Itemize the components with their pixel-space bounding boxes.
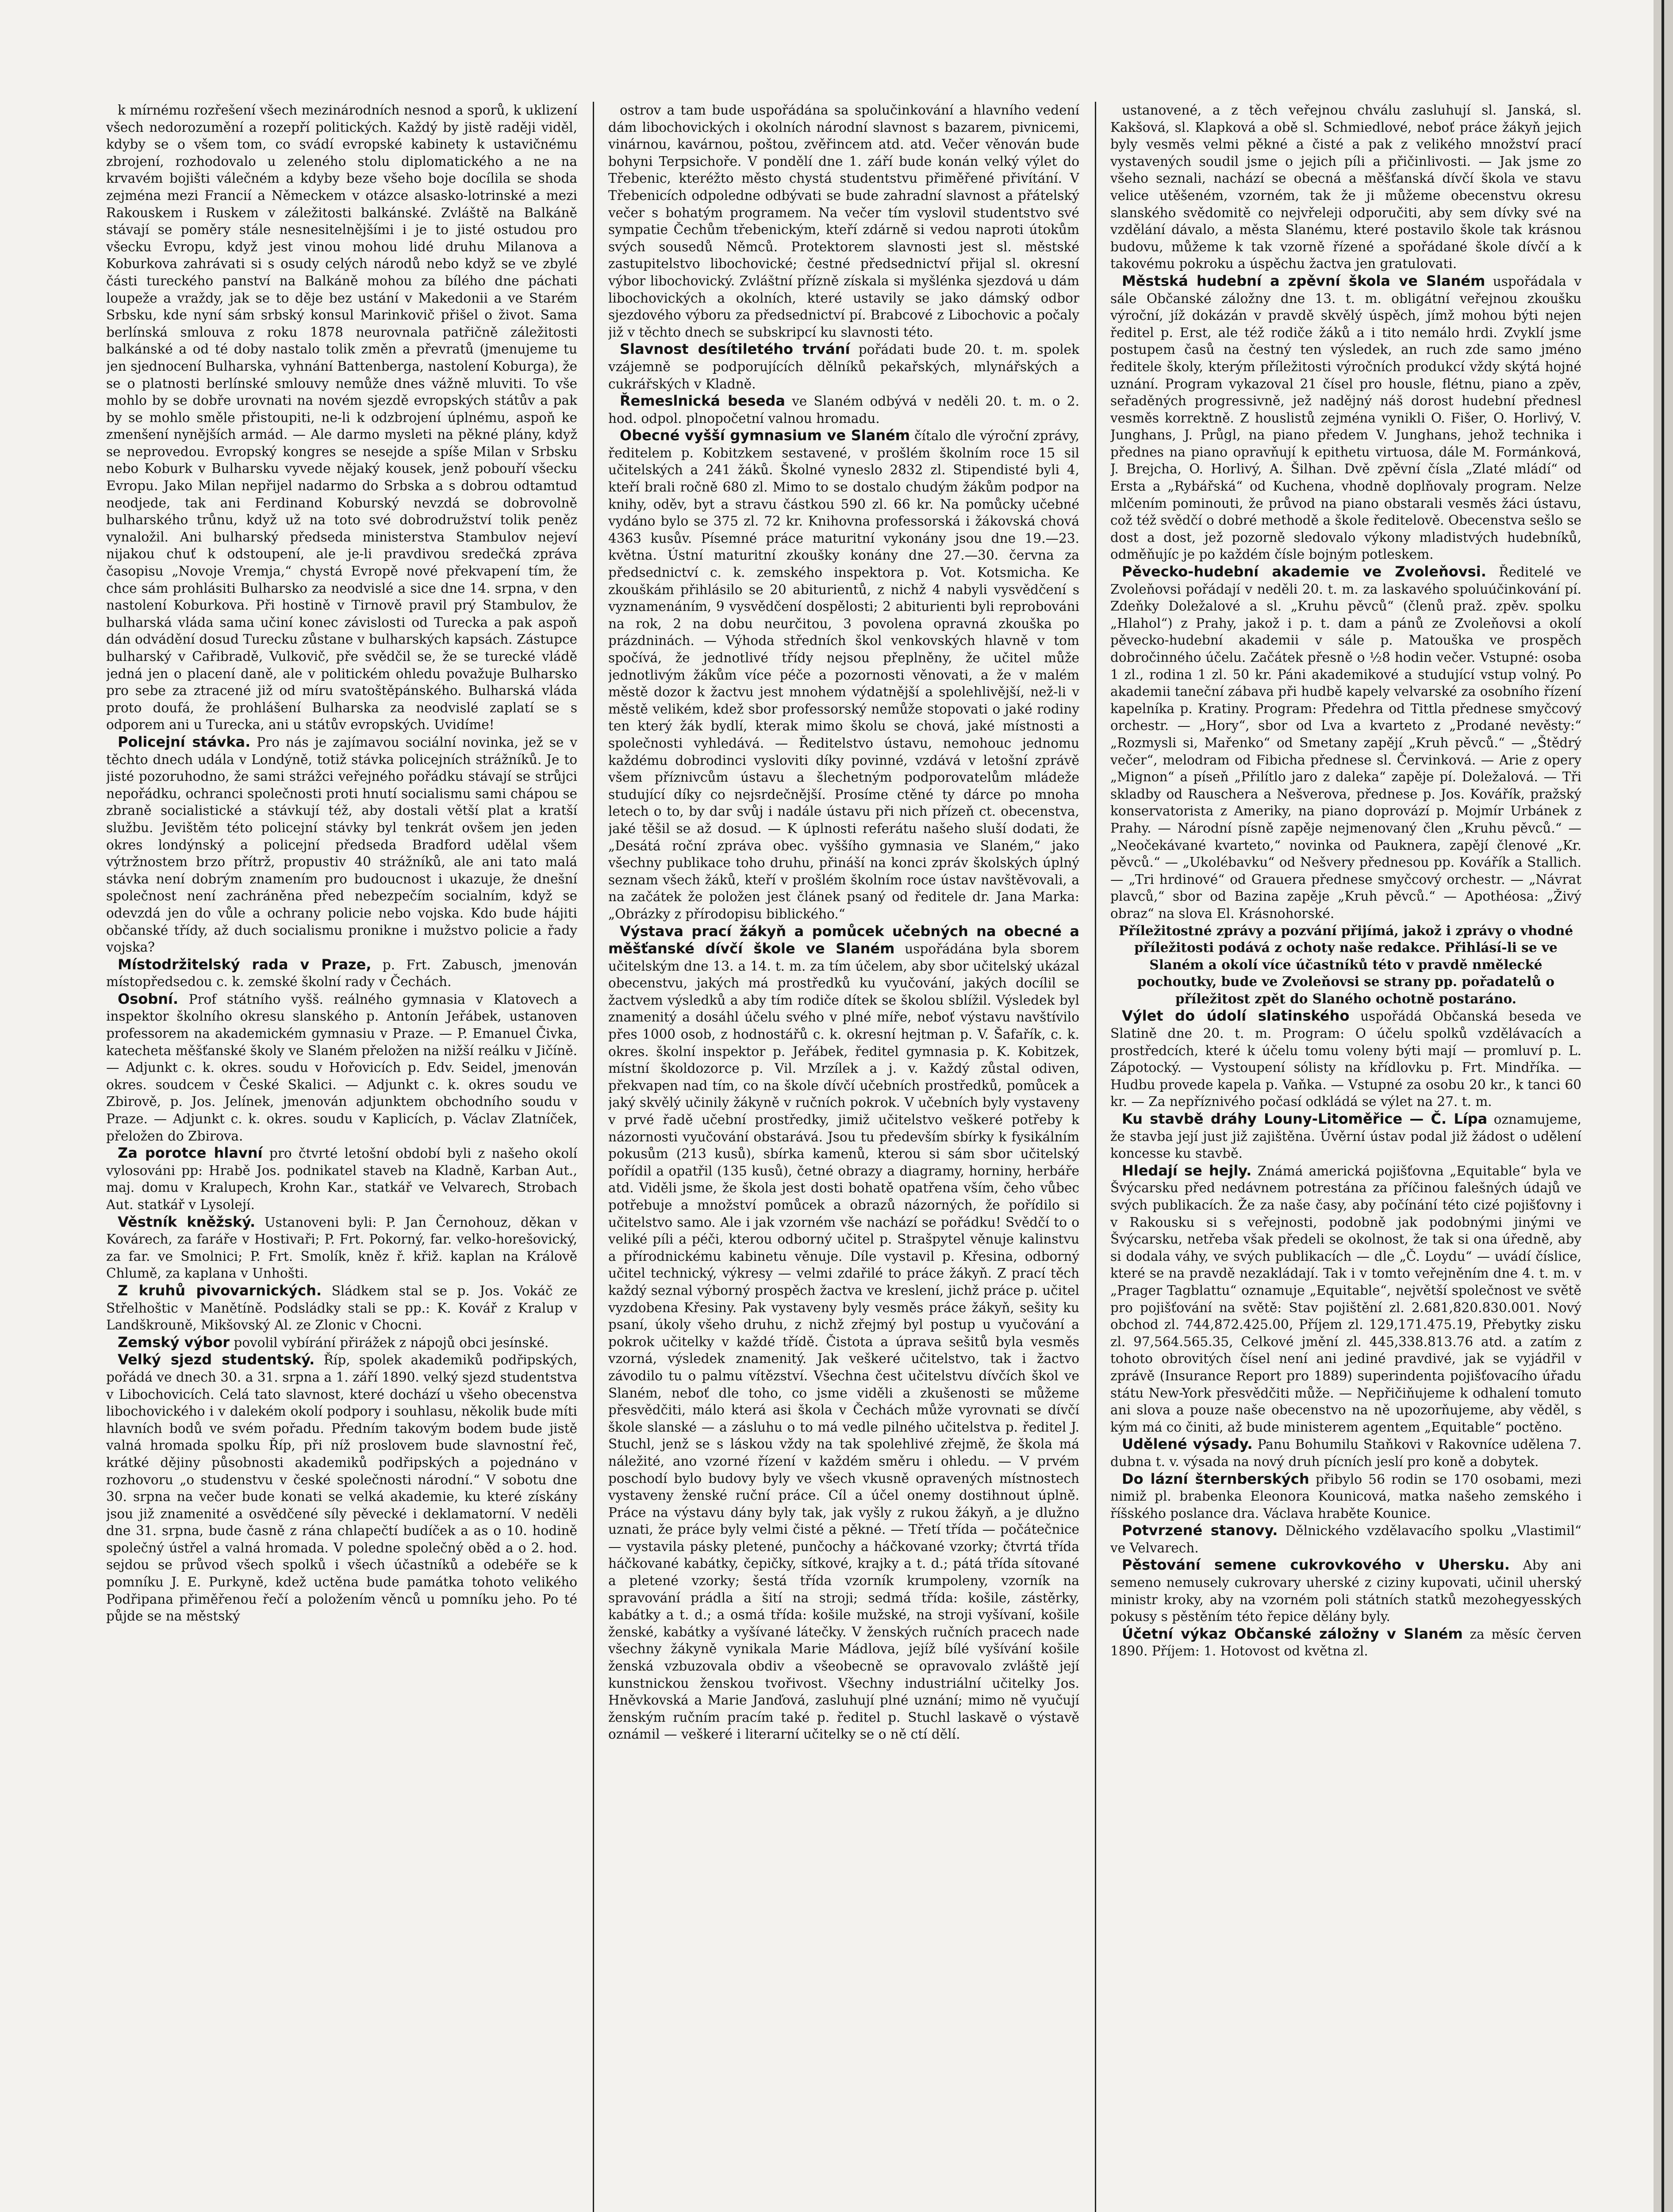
article-heading: Slavnost desítiletého trvání	[620, 341, 850, 358]
column-right	[1110, 102, 1581, 2212]
column-divider	[1095, 102, 1096, 2212]
article	[106, 1214, 577, 1282]
article-text: pro čtvrté letošní období byli z našeho okolí vylosováni pp: Hrabě Jos. podnikatel staveb na Kladně, Karban Aut., maj. domu v Kralupech, Krohn Kar., statkář ve Velvarech, Strobach Aut. statkář v Lysolejí.	[106, 1146, 577, 1212]
article-text: Sládkem stal se p. Jos. Vokáč ze Střelhoštic v Manětíně. Podsládky stali se pp.: K. Kovář z Kralup v Landškrouně, Mikšovský Al. ze Zlonic v Chocni.	[106, 1283, 577, 1333]
article-heading: Udělené výsady.	[1122, 1436, 1253, 1453]
article	[608, 392, 1079, 427]
article-heading: Z kruhů pivovarnických.	[118, 1282, 322, 1299]
article-text: Panu Bohumilu Staňkovi v Rakovníce udělena 7. dubna t. v. výsada na nový druh pícních jeslí pro koně a dobytek.	[1110, 1437, 1581, 1469]
article-text: přibylo 56 rodin se 170 osobami, mezi nimiž pl. brabenka Eleonora Kounicová, matka našeho zemského i říšského poslance dra. Václava hraběte Kounice.	[1110, 1471, 1581, 1521]
column-middle	[608, 102, 1079, 2212]
article	[608, 341, 1079, 392]
newspaper-page	[106, 102, 1623, 2212]
article-text: Prof státního vyšš. reálného gymnasia v Klatovech a inspektor školního okresu slanského p. Antonín Jeřábek, ustanoven professorem na akademickém gymnasiu v Praze. — P. Emanuel Čivka, katecheta měšťanské školy ve Slaném přeložen na nižší reálku v Jičíně. — Adjunkt c. k. okres. soudu v Hořovicích p. Edv. Seidel, jmenován okres. soudcem v České Skalici. — Adjunkt c. k. okres soudu ve Zbirově, p. Jos. Jelínek, jmenován adjunktem obchodního soudu v Praze. — Adjunkt c. k. okres. soudu v Kaplicích, p. Václav Zlatníček, přeložen do Zbirova.	[106, 991, 577, 1144]
article	[1110, 1162, 1581, 1436]
article-text: p. Frt. Zabusch, jmenován místopředsedou c. k. zemské školní rady v Čechách.	[106, 957, 577, 990]
article	[106, 1334, 577, 1352]
article-text: Známá americká pojišťovna „Equitable“ byla ve Švýcarsku před nedávnem potrestána za příčinou falešných údajů ve svých publikacích. Že za naše časy, aby počínání této cizé pojišťovny i v Rakousku si s veřejnosti, podobně jak podobnými jinými ve Švýcarsku, netřeba však předeli se okolnost, že tak si ona úředně, aby si dodala váhy, ve svých publikacích — dle „Č. Loydu“ — uvádí číslice, které se na pravdě nezakládají. Tak i v tomto veřejněním dne 4. t. m. v „Prager Tagblattu“ oznamuje „Equitable“, největší společnost ve světě pro pojišťování na světě: Stav pojištění zl. 2.681,820.830.001. Nový obchod zl. 744,872.425.00, Příjem zl. 129,171.475.19, Přebytky zisku zl. 97,564.565.35, Celkové jmění zl. 445,338.813.76 atd. a zatím z tohoto obrovitých čísel není ani jediné pravdivé, jak se vyjádřil v zprávě (Insurance Report pro 1889) superindenta pojišťovacího úřadu státu New-York přesvědčiti může. — Nepřičiňujeme k odhalení tomuto ani slova a pouze naše obecenstvo na ně upozorňujeme, aby věděl, s kým má co činiti, až bude ministerem agentem „Equitable“ poctěno.	[1110, 1163, 1581, 1435]
article-text: Ředitelé ve Zvoleňovsi pořádají v neděli 20. t. m. za laskavého spoluúčinkování pí. Zdeňky Doležalové a sl. „Kruhu pěvců“ (členů praž. zpěv. spolku „Hlahol“) z Prahy, jakož i p. t. dam a pánů ze Zvoleňovsi a okolí pěvecko-hudební akademii v sále p. Matouška ve prospěch dobročinného účelu. Začátek přesně o ½8 hodin večer. Vstupné: osoba 1 zl., rodina 1 zl. 50 kr. Páni akademikové a studující vstup volný. Po akademii taneční zábava při hudbě kapely velvarské za osobního řízení kapelníka p. Kratiny. Program: Předehra od Tittla přednese smyčcový orchestr. — „Hory“, sbor od Lva a kvarteto z „Prodané nevěsty:“ „Rozmysli si, Mařenko“ od Smetany zapějí „Kruh pěvců.“ — „Štědrý večer“, melodram od Fibicha přednese sl. Červinková. — Arie z opery „Mignon“ a píseň „Přilítlo jaro z daleka“ zapěje pí. Doležalová. — Tři skladby od Rauschera a Nešverova, přednese p. Jos. Kovářík, pražský konservatorista z Ameriky, na piano doprovází p. Mojmír Urbánek z Prahy. — Národní písně zapěje nejmenovaný člen „Kruhu pěvců.“ — „Neočekávané kvarteto,“ novinka od Pauknera, zapějí členové „Kr. pěvců.“ — „Ukolébavku“ od Nešvery přednesou pp. Kovářík a Stallich. — „Tri hrdinové“ od Grauera přednese smyčcový orchestr. — „Návrat plavců,“ sbor od Bazina zapěje „Kruh pěvců.“ — Apothéosa: „Živý obraz“ na slova El. Krásnohorské.	[1110, 565, 1581, 921]
article	[1110, 922, 1581, 1008]
article-text: uspořádá Občanská beseda ve Slatině dne 20. t. m. Program: O účelu spolků vzdělávacích a prostředcích, které k účelu tomu voleny býti mají — promluví p. L. Zápotocký. — Vystoupení sólisty na křídlovku p. Frt. Mindříka. — Hudbu provede kapela p. Vaňka. — Vstupné za osobu 20 kr., k tanci 60 kr. — Za nepříznivého počasí odkládá se výlet na 27. t. m.	[1110, 1009, 1581, 1110]
article-heading: Osobní.	[118, 990, 179, 1007]
article	[106, 1144, 577, 1213]
article	[106, 733, 577, 956]
article-heading: Pěstování semene cukrovkového v Uhersku.	[1122, 1556, 1510, 1574]
article-text: k mírnému rozřešení všech mezinárodních nesnod a sporů, k uklizení všech nedorozumění a rozepří politických. Každý by jistě raději viděl, kdyby se o všem tom, co svádí evropské kabinety k ustavičnému zbrojení, rozhodovalo u zeleného stolu diplomatického a ne na krvavém bojišti válečném a kdyby beze všeho boje docílila se shoda zejména mezi Francií a Německem v otázce alsasko-lotrinské a mezi Rakouskem i Ruskem v záležitosti balkánské. Zvláště na Balkáně stávají se poměry stále nesnesitelnějšími i je to jisté ostudou pro všecku Evropu, když jest vinou mohou lidé druhu Milanova a Koburkova zahrávati si s osudy celých národů nebo když se ve zbylé části tureckého panství na Balkáně mohou za bílého dne páchati loupeže a vraždy, jak se to děje bez ustání v Makedonii a ve Starém Srbsku, kde nyní sám srbský konsul Marinkovič přišel o život. Sama berlínská smlouva z roku 1878 neurovnala patřičně záležitosti balkánské a od té doby nastalo tolik změn a převratů (jmenujeme tu jen sjednocení Bulharska, vyhnání Battenberga, nastolení Koburga), že se o platnosti berlínské smlouvy nemůže dnes vážně mluviti. To vše mohlo by se dobře urovnati na novém sjezdě evropských státův a pak by se mohlo směle přistoupiti, ne-li k odzbrojení úplnému, aspoň ke zmenšení nynějších armád. — Ale darmo mysleti na pěkné plány, když se neprovedou. Evropský kongres se nesejde a spíše Milan v Srbsku nebo Koburk v Bulharsku vyvede nějaký kousek, jenž pobouří všecku Evropu. Jako Milan nepřijel nadarmo do Srbska a s dobrou odtamtud neodjede, tak ani Ferdinand Koburský nevzdá se dobrovolně bulharského trůnu, když už na toto své dobrodružství tolik peněz vynaložil. Ani bulharský předseda ministerstva Stambulov nejeví nijakou chuť k odstoupení, ale je-li pravdivou sredečká zpráva časopisu „Novoje Vremja,“ chystá Evropě nové překvapení tím, že chce sám prohlásiti Bulharsko za neodvislé a sice dne 14. srpna, v den nastolení Koburkova. Při hostině v Tirnově pravil prý Stambulov, že bulharská vláda sama učiní konec závislosti od Turecka a pak aspoň dán odvádění dosud Turecku zůstane v bulharských kapsách. Zástupce bulharský v Cařibradě, Vulkovič, pře svědčil se, že se turecké vládě jedná jen o placení daně, ale v politickém ohledu považuje Bulharsko pro sebe za ztracené již od míru svatoštěpánského. Bulharská vláda proto doufá, že prohlášení Bulharska za neodvislé zaplatí se s odporem ani u Turecka, ani u státův evropských. Uvidíme!	[106, 103, 577, 733]
article	[1110, 1625, 1581, 1660]
article-heading: Do lázní šternberských	[1122, 1470, 1309, 1487]
article-heading: Věstník kněžský.	[118, 1213, 256, 1230]
column-left	[106, 102, 577, 2212]
article	[608, 923, 1079, 1743]
article	[106, 1351, 577, 1625]
article-heading: Zemský výbor	[118, 1333, 230, 1351]
article-text: povolil vybírání přirážek z nápojů obci jesínské.	[234, 1335, 549, 1350]
article	[106, 956, 577, 991]
article-text: za měsíc červen 1890. Příjem: 1. Hotovost od května zl.	[1110, 1626, 1581, 1659]
article-heading: Ku stavbě dráhy Louny-Litoměřice — Č. Lípa	[1122, 1110, 1488, 1128]
article	[1110, 273, 1581, 563]
article-heading: Výlet do údolí slatinského	[1122, 1007, 1350, 1025]
article-text: ustanovené, a z těch veřejnou chválu zasluhují sl. Janská, sl. Kakšová, sl. Klapková a obě sl. Schmiedlové, neboť práce žákyň jejich byly vesměs velmi pěkné a čisté a pak z velikého množství prací vystavených soudil jsme o jejich píli a přičinlivosti. — Jak jsme zo všeho seznali, nachází se obecná a měšťanská dívčí škola ve stavu velice utěšeném, vzorném, tak že ji můžeme obecenstvu okresu slanského svědomitě co nejvřeleji odporučiti, aby sem dívky své na vzdělání dávalo, a města Slanému, které postavilo škole tak krásnou budovu, můžeme k tak vzorně řízené a spořádané škole dívčí a k takovému pokroku a úspěchu žactva jen gratulovati.	[1110, 103, 1581, 272]
article-text: Příležitostné zprávy a pozvání přijímá, jakož i zprávy o vhodné příležitosti podává z ochoty naše redakce. Přihlásí-li se ve Slaném a okolí více účastníků této v pravdě nmělecké pochoutky, bude ve Zvoleňovsi se strany pp. pořadatelů o příležitost zpět do Slaného ochotně postaráno.	[1118, 922, 1573, 1006]
article-text: Ustanoveni byli: P. Jan Černohouz, děkan v Kovárech, za faráře v Hostivaři; P. Frt. Pokorný, far. velko-horešovický, za far. ve Smolnici; P. Frt. Smolík, kněz ř. křiž. kaplan na Králově Chlumě, za kaplana v Unhošti.	[106, 1214, 577, 1281]
article-text: čítalo dle výroční zprávy, ředitelem p. Kobitzkem sestavené, v prošlém školním roce 15 sil učitelských a 241 žáků. Školné vyneslo 2832 zl. Stipendisté byli 4, kteří brali ročně 680 zl. Mimo to se dostalo chudým žákům podpor na knihy, oděv, byt a stravu částkou 590 zl. 66 kr. Na pomůcky učebné vydáno bylo se 375 zl. 72 kr. Knihovna professorská i žákovská chová 4363 kusův. Písemné práce maturitní vykonány jsou dne 19.—23. května. Ústní maturitní zkoušky konány dne 27.—30. června za předsednictví c. k. zemského inspektora p. Vot. Kotsmicha. Ke zkouškám přihlásilo se 20 abiturientů, z nichž 4 nabyli vysvědčení s vyznamenáním, 9 vysvědčení dospělosti; 2 abiturienti byli reprobováni na rok, 2 na dobu neurčitou, 3 povolena opravná zkouška po prázdninách. — Výhoda středních škol venkovských hlavně v tom spočívá, že jednotlivé třídy nejsou přeplněny, že učitel může jednotlivým žákům více péče a pozornosti věnovati, a že v malém městě dozor k žactvu jest mnohem výdatnější a spolehlivější, než-li v městě velikém, kdež sbor professorský nemůže stopovati o jaké rodiny ten který žák bydlí, kterak mimo školu se chová, jaké místnosti a společnosti vyhledává. — Ředitelstvo ústavu, nemohouc jednomu každému dobrodinci vysloviti díky povinné, vzdává v letošní zprávě všem příznivcům ústavu a šlechetným podporovatelům mládeže studující díky co nejsrdečnější. Prosíme ctěné ty dárce po mnoha letech o to, by dar svůj i nadále ústavu při nich přízeň ct. obecenstva, jaké těšil se až dosud. — K úplnosti referátu našeho sluší dodati, že „Desátá roční zpráva obec. vyššího gymnasia ve Slaném,“ jako všechny publikace toho druhu, přináší na konci zpráv školských úplný seznam všech žáků, kteří v prošlém školním roce ústav navštěvovali, a na začátek že položen jest článek psaný od ředitele dr. Jana Marka: „Obrázky z přírodopisu biblického.“	[608, 428, 1079, 922]
article	[1110, 1522, 1581, 1556]
article	[106, 102, 577, 733]
article-text: pořádati bude 20. t. m. spolek vzájemně se podporujících dělníků pekařských, mlynářských a cukrářských v Kladně.	[608, 342, 1079, 392]
column-divider	[593, 102, 594, 2212]
article-heading: Městská hudební a zpěvní škola ve Slaném	[1122, 272, 1485, 289]
article-heading: Za porotce hlavní	[118, 1144, 263, 1162]
article-text: uspořádána byla sborem učitelským dne 13. a 14. t. m. za tím účelem, aby sbor učitelský ukázal obecenstvu, jakých má prostředků ku vyučování, jakých docílil se žactvem výsledků a aby tím rodiče dítek se školou sblížil. Výsledek byl znamenitý a dosáhl účelu svého v plné míře, neboť výstavu navštívilo přes 1000 osob, z hodnostářů c. k. okresní hejtman p. V. Šafařík, c. k. okres. školní inspektor p. Jeřábek, ředitel gymnasia p. K. Kobitzek, místní školdozorce p. Vil. Mrzílek a j. v. Každý zůstal odiven, překvapen nad tím, co na škole dívčí učebních prostředků, pomůcek a jaký skvělý učinily žákyně v ručních pokrok. V učebních byly vystaveny v prvé řadě učební prostředky, jimiž učitelstvo veškeré potřeby k názornosti vyučování obstarává. Jsou tu především sbírky k fysikálním pokusům (213 kusů), sbírka kamenů, kterou si sám sbor učitelský pořídil a opatřil (135 kusů), četné obrazy a diagramy, horniny, herbáře atd. Viděli jsme, že škola jest dosti bohatě opatřena vším, čeho vůbec potřebuje a množství pomůcek a obrazů názorných, že pořídilo si učitelstvo samo. Ale i jak vzorném vše nachází se pořádku! Svědčí to o veliké píli a péči, kterou odborný učitel p. Strašpytel věnuje kalinstvu a přírodnickému kabinetu věnuje. Díle vystavil p. Křesina, odborný učitel technický, výkresy — velmi zdařilé to práce žákyň. Z prací těch každý seznal výborný prospěch žactva ve kreslení, jichž práce p. učitel vyzdobena Křesiny. Pak vystaveny byly vesměs práce žákyň, sešity ku psaní, úkoly všeho druhu, z nichž zřejmý byl postup u vyučování a pokrok učitelky v každé třídě. Čistota a úprava sešitů byla vesměs vzorná, výsledek znamenitý. Jak veškeré učitelstvo, tak i žactvo závodilo tu o palmu vítězství. Všechna čest učitelstvu dívčích škol ve Slaném, neboť dle toho, co jsme viděli a zkušenosti se můžeme přesvědčiti, málo která asi škola v Čechách může vyrovnati se dívčí škole slanské — a zásluhu o to má vedle pilného učitelstva p. ředitel J. Stuchl, jenž se s láskou vždy na tak spolehlivé zřejmě, že škola má náležité, ano vzorné řízení v každém směru i ohledu. — V prvém poschodí bylo budovy byly ve všech vkusně opravených místnostech vystaveny ženské ruční práce. Cíl a účel onemy dostihnout úplně. Práce na výstavu dány byly tak, jak vyšly z rukou žákyň, a je dlužno uznati, že práce byly velmi čisté a pěkné. — Třetí třída — počátečnice — vystavila pásky pletené, punčochy a háčkované vzorky; čtvrtá třída háčkované kabátky, čepičky, sítkové, krajky a t. d.; pátá třída sítované a pletené vzorky; šestá třída vzorník krumpoleny, vzorník na spravování prádla a šití na stroji; sedmá třída: košile, zástěrky, kabátky a t. d.; a osmá třída: košile mužské, na stroji vyšívaní, košile ženské, kabátky a vyšívané látečky. V ženských ručních pracech nade všechny žákyně vynikala Marie Mádlova, jejíž bílé vyšívání košile ženská vzbuzovala obdiv a všeobecně se opravovalo zvláště její kunstnickou ženskou tvořivost. Všechny industriální učitelky Jos. Hněvkovská a Marie Janďová, zasluhují plné uznání; mimo ně vyučují ženským ručním pracím také p. ředitel p. Stuchl laskavě o výstavě oznámil — veškeré i literarní učitelky se o ně ctí dělí.	[608, 941, 1079, 1742]
article-text: Pro nás je zajímavou sociální novinka, jež se v těchto dnech udála v Londýně, totiž stávka policejních strážníků. Je to jisté pozoruhodno, že sami strážci veřejného pořádku stávají se strůjci nepořádku, ochranci společnosti proti hnutí socialismu sami chápou se zbraně socialistické a stávkují též, aby dostali větší plat a kratší službu. Jevištěm této policejní stávky byl tenkrát ovšem jen jeden okres londýnský a policejní předseda Bradford udělal všem výtržnostem brzo přítrž, propustiv 40 strážníků, ale ani tato malá stávka není dobrým znamením pro budoucnost i ukazuje, že dnešní společnost není zachráněna před nebezpečím socialním, když se odevzdá jen do vůle a ochrany policie nebo vojska. Kdo bude hájiti občanské třídy, až duch socialismu pronikne i mužstvo policie a řady vojska?	[106, 734, 577, 955]
article-heading: Hledají se hejly.	[1122, 1162, 1252, 1179]
article-heading: Řemeslnická beseda	[620, 392, 785, 410]
article	[106, 1282, 577, 1334]
article	[608, 102, 1079, 341]
article	[1110, 1110, 1581, 1162]
article-text: uspořádala v sále Občanské záložny dne 13. t. m. obligátní veřejnou zkoušku výroční, jíž dokázán v pravdě skvělý úspěch, jímž mohou býti nejen ředitel p. Erst, ale též rodiče žáků a i tito nemálo hrdi. Zvyklí jsme postupem časů na čestný ten výsledek, an ruch zde samo jméno ředitele školy, kterým příležitosti výročních produkcí vždy skýtá hojné uznání. Program vykazoval 21 čísel pro housle, flétnu, piano a zpěv, seřaděných progressivně, jež nadějný náš dorost hudební přednesl vesměs korrektně. Z houslistů zejména vynikli O. Fišer, O. Horlivý, V. Junghans, J. Průgl, na piano předem V. Junghans, jehož technika i přednes na piano opravňují k epithetu virtuosa, dále M. Formánková, J. Brejcha, O. Horlivý, A. Šilhan. Dvě zpěvní čísla „Zlaté mládí“ od Ersta a „Rybářská“ od Kuchena, vhodně doplňovaly program. Nelze mlčením pominouti, že průvod na piano obstarali vesměs žáci ústavu, což též svědčí o dobré methodě a škole ředitelově. Obecenstva sešlo se dost a dost, jež pozorně sledovalo výkony mladistvých hudebníků, odměňujíc je po každém čísle bojným potleskem.	[1110, 273, 1581, 562]
article-text: oznamujeme, že stavba její just již zajištěna. Úvěrní ústav podal již žádost o udělení koncesse ku stavbě.	[1110, 1112, 1581, 1161]
page-edge	[1654, 0, 1673, 2212]
article-heading: Výstava prací žákyň a pomůcek učebných na obecné a měšťanské dívčí škole ve Slaném	[608, 922, 1079, 957]
article	[1110, 1436, 1581, 1470]
article	[106, 991, 577, 1144]
article-text: Říp, spolek akademiků podřipských, pořádá ve dnech 30. a 31. srpna a 1. září 1890. velký sjezd studentstva v Libochovicích. Celá tato slavnost, které dochází u všeho obecenstva libochovického i v dalekém okolí podpory i souhlasu, několik bude míti hlavních bodů ve svém pořadu. Předním takovým bodem bude jistě valná hromada spolku Říp, při níž proslovem bude slavnostní řeč, krátké dějiny působnosti akademiků podřipských a pojednáno v rozhovoru „o studenstvu v české společnosti národní.“ V sobotu dne 30. srpna na večer bude konati se velká akademie, ku které získány jsou již znamenité a osvědčené síly pěvecké i deklamatorní. V neděli dne 31. srpna, bude časně z rána chlapečtí budíček a as o 10. hodině společný ústřel a valná hromada. V poledne společný oběd a o 2. hod. sejdou se průvod všech spolků i všech účastníků a odebéře se k pomníku J. E. Purkyně, kdež uctěna bude památka tohoto velikého Podřipana přiměřenou řečí a položením věnců u pomníku jeho. Po té půjde se na městský	[106, 1352, 577, 1624]
article-heading: Policejní stávka.	[118, 733, 251, 750]
article	[1110, 102, 1581, 273]
article-heading: Potvrzené stanovy.	[1122, 1522, 1278, 1539]
article-heading: Velký sjezd studentský.	[118, 1351, 315, 1368]
article-heading: Místodržitelský rada v Praze,	[118, 956, 372, 973]
article	[1110, 1007, 1581, 1110]
article-text: ve Slaném odbývá v neděli 20. t. m. o 2. hod. odpol. plnopočetní valnou hromadu.	[608, 394, 1079, 426]
article-heading: Účetní výkaz Občanské záložny v Slaném	[1122, 1625, 1463, 1642]
article-heading: Obecné vyšší gymnasium ve Slaném	[620, 427, 910, 444]
article-heading: Pěvecko-hudební akademie ve Zvoleňovsi.	[1122, 563, 1486, 580]
article	[1110, 1471, 1581, 1522]
article-text: Dělnického vzdělavacího spolku „Vlastimil“ ve Velvarech.	[1110, 1523, 1581, 1555]
article	[608, 427, 1079, 922]
article-text: Aby ani semeno nemusely cukrovary uherské z ciziny kupovati, učinil uherský ministr kroky, aby na vzorném poli státních statků mezohegyesských pokusy s pěstěním této řepice dělány byly.	[1110, 1558, 1581, 1624]
article-text: ostrov a tam bude uspořádána sa spolučinkování a hlavního vedení dám libochovických i okolních národní slavnost s bazarem, pivnicemi, vinárnou, kavárnou, poštou, zvěřincem atd. atd. Večer věnován bude bohyni Terpsichoře. V pondělí dne 1. září bude konán velký výlet do Třebenic, kteréžto město chystá studentstvu přiměřené přivítání. V Třebenicích odpoledne odbývati se bude zahradní slavnost a přátelský večer s bohatým programem. Na večer tím vyslovil studentstvo své sympatie Čechům třebenickým, kteří zdárně si vedou naproti útokům svých sousedů Němců. Protektorem slavnosti jest sl. městské zastupitelstvo libochovické; čestné předsednictví přijal sl. okresní výbor libochovický. Zvláštní přízně získala si myšlénka sjezdová u dám libochovických a okolních, které ustavily se jako dámský odbor sjezdového výboru za předsednictví pí. Brabcové z Libochovic a počaly již v těchto dnech se subskripcí ku slavnosti této.	[608, 103, 1079, 340]
article	[1110, 563, 1581, 922]
article	[1110, 1556, 1581, 1625]
